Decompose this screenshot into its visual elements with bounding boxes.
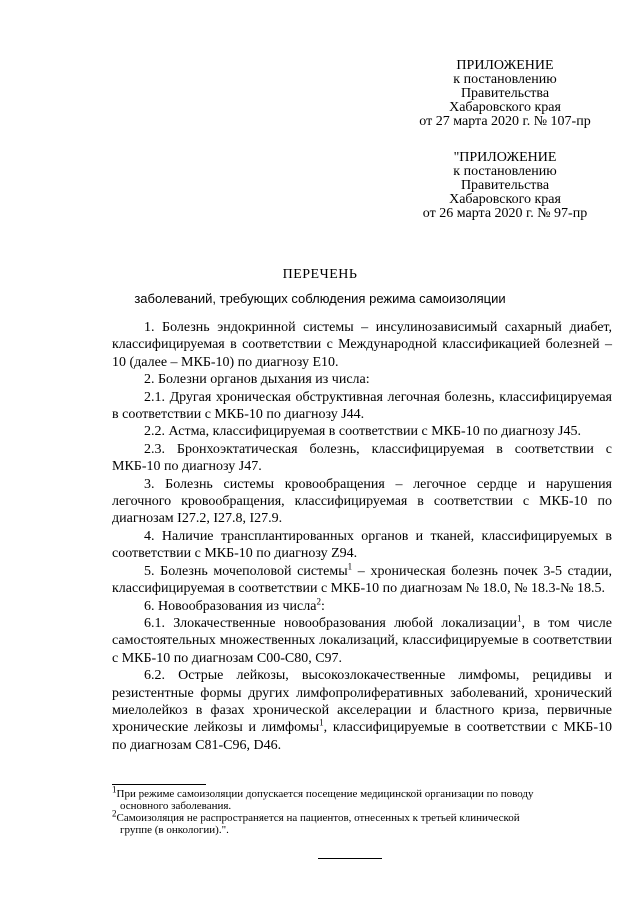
item-6-1 [112,615,612,667]
item-6-1-text-end: , в том числе самостоятельных множественных локализаций, классифицируемые в соответствии с МКБ-10 по диагнозам С00-С80, С97. [112,615,612,666]
footnote-mark: 2 [112,808,117,819]
footnote-mark: 1 [112,784,117,795]
footnote-2-text: Самоизоляция не распространяется на пациентов, отнесенных к третьей клинической [116,812,520,824]
item-2-2: 2.2. Астма, классифицируемая в соответствии с МКБ-10 по диагнозу J45. [144,424,581,440]
appendix-date-number: от 27 марта 2020 г. № 107-пр [419,114,591,129]
appendix-to-resolution: к постановлению [453,72,557,87]
item-6 [112,595,612,615]
item-5-text-start: 5. Болезнь мочеполовой системы [144,563,348,579]
appendix-label: "ПРИЛОЖЕНИЕ [453,150,557,165]
item-6-2-text-end: , классифицируемые в соответствии с МКБ-10 по диагнозам С81-С96, D46. [112,720,612,753]
appendix-date-number: от 26 марта 2020 г. № 97-пр [422,206,588,221]
appendix-region: Хабаровского края [449,192,561,207]
footnote-ref[interactable]: 2 [316,595,321,606]
appendix-header-current [400,59,610,129]
footnote-ref[interactable]: 1 [517,613,522,624]
item-6-2 [112,667,612,754]
appendix-government: Правительства [460,86,550,101]
end-of-document-line [318,858,382,859]
document-subtitle: заболеваний, требующих соблюдения режима самоизоляции [134,291,506,306]
document-title: ПЕРЕЧЕНЬ [282,267,358,282]
appendix-government: Правительства [460,178,550,193]
footnote-ref[interactable]: 1 [347,561,353,572]
item-2-3: 2.3. Бронхоэктатическая болезнь, классифицируемая в соответствии с МКБ-10 по диагнозу J47. [112,441,612,475]
appendix-label: ПРИЛОЖЕНИЕ [456,58,554,73]
footnote-ref[interactable]: 1 [319,717,324,728]
footnote-1 [112,784,612,812]
appendix-to-resolution: к постановлению [453,164,557,179]
item-6-1-text-start: 6.1. Злокачественные новообразования любой локализации [144,615,518,631]
footnote-2 [112,808,612,836]
item-6-text-end: : [320,598,325,614]
footnote-1-text: При режиме самоизоляции допускается посещение медицинской организации по поводу [116,788,534,800]
document-body [112,319,612,754]
item-6-2-text-start: 6.2. Острые лейкозы, высокозлокачественные лимфомы, рецидивы и резистентные формы других лимфопролиферативных заболеваний, хронический миелолейкоз в фазах хронической акселерации и бластного криза, первичные хронические лейкозы и лимфомы [112,668,612,736]
appendix-region: Хабаровского края [449,100,561,115]
item-2: 2. Болезни органов дыхания из числа: [144,372,370,388]
item-1: 1. Болезнь эндокринной системы – инсулинозависимый сахарный диабет, классифицируемая в соответствии с Международной классификацией болезней – 10 (далее – МКБ-10) по диагнозу Е10. [112,320,612,370]
item-4: 4. Наличие трансплантированных органов и тканей, классифицируемых в соответствии с МКБ-10 по диагнозу Z94. [112,528,612,562]
item-2-1: 2.1. Другая хроническая обструктивная легочная болезнь, классифицируемая в соответствии с МКБ-10 по диагнозу J44. [112,389,612,423]
item-5-text-end: – хроническая болезнь почек 3-5 стадии, классифицируемая в соответствии с МКБ-10 по диагнозам № 18.0, № 18.3-№ 18.5. [112,563,612,597]
item-6-text-start: 6. Новообразования из числа [144,598,317,614]
footnote-separator [112,784,206,785]
footnote-2-continuation: группе (в онкологии).". [120,824,229,836]
item-5 [112,563,612,598]
appendix-header-original [400,151,610,221]
footnote-1-continuation: основного заболевания. [120,800,232,812]
item-3: 3. Болезнь системы кровообращения – легочное сердце и нарушения легочного кровообращения, классифицируемая в соответствии с МКБ-10 по диагнозам I27.2, I27.8, I27.9. [112,476,612,527]
